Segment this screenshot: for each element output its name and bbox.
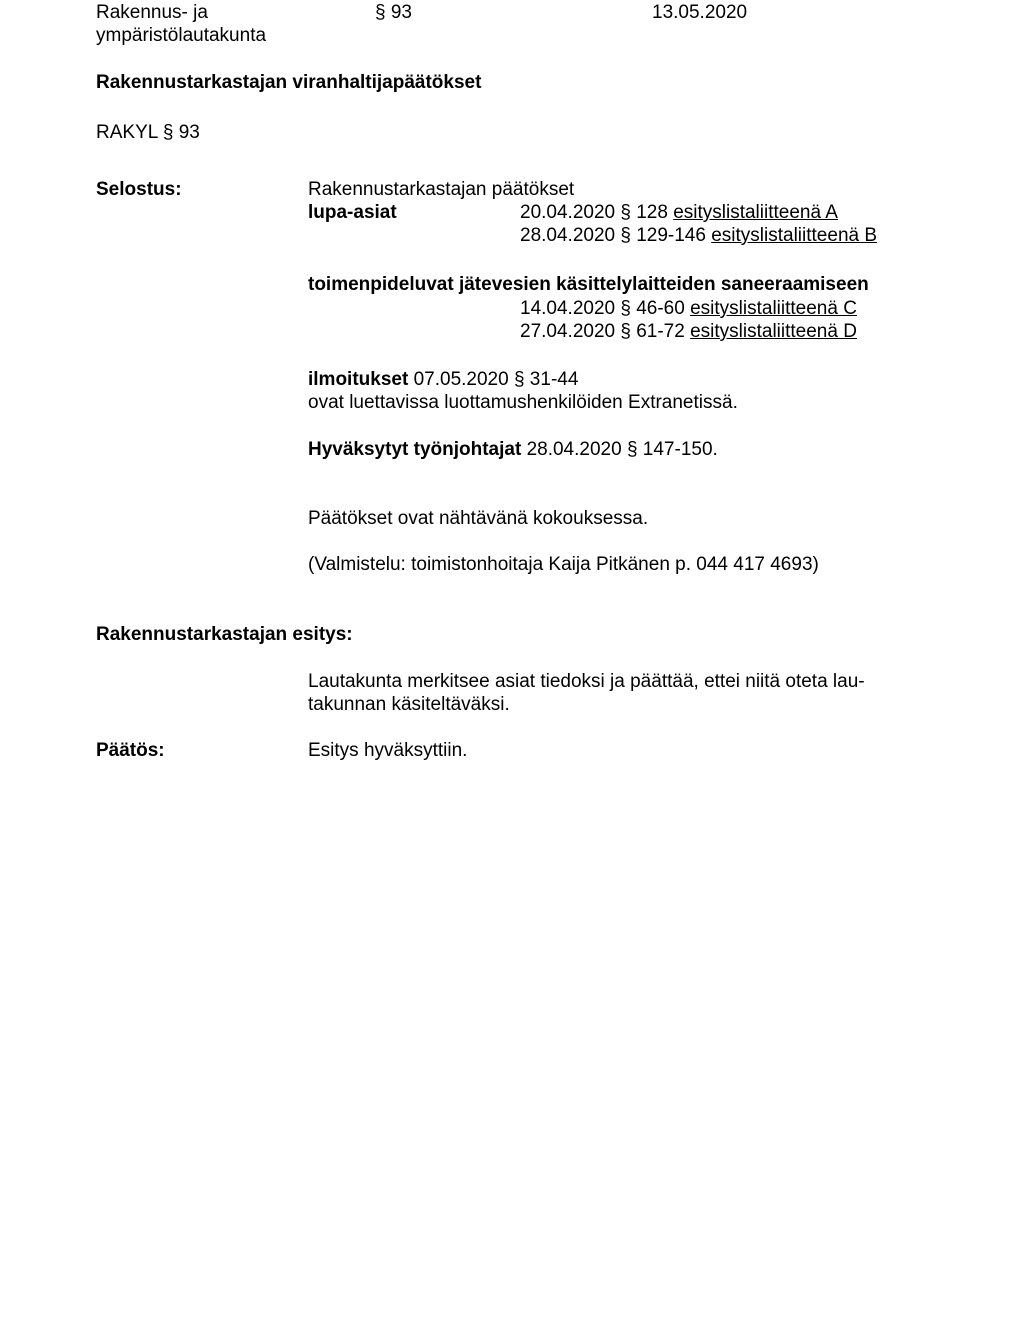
committee-name-line2: ympäristölautakunta: [96, 25, 267, 46]
lupa-asiat-label: lupa-asiat: [308, 202, 397, 223]
tyonjohtajat-label: Hyväksytyt työnjohtajat: [308, 439, 522, 460]
section-number: § 93: [375, 2, 412, 23]
paatos-label: Päätös:: [96, 740, 165, 761]
attachment-link-a[interactable]: esityslistaliitteenä A: [673, 202, 838, 223]
tyonjohtajat-text: 28.04.2020 § 147-150.: [521, 439, 718, 460]
toimenpide-row-2-text: 27.04.2020 § 61-72: [520, 321, 691, 342]
lupa-row-2-text: 28.04.2020 § 129-146: [520, 225, 712, 246]
toimenpide-label: toimenpideluvat jätevesien käsittelylaitteiden saneeraamiseen: [308, 274, 869, 295]
ilmoitukset-label: ilmoitukset: [308, 369, 409, 390]
esitys-line1: Lautakunta merkitsee asiat tiedoksi ja päättää, ettei niitä oteta lau-: [308, 671, 865, 692]
reference: RAKYL § 93: [96, 122, 200, 143]
lupa-row-2: [520, 224, 877, 247]
esitys-line2: takunnan käsiteltäväksi.: [308, 694, 510, 715]
ilmoitukset-line2: ovat luettavissa luottamushenkilöiden Extranetissä.: [308, 392, 738, 413]
toimenpide-row-2: [520, 320, 857, 343]
toimenpide-row-1-text: 14.04.2020 § 46-60: [520, 298, 691, 319]
esitys-label: Rakennustarkastajan esitys:: [96, 624, 353, 645]
toimenpide-row-1: [520, 297, 857, 320]
lupa-row-1: [520, 201, 838, 224]
page-title: Rakennustarkastajan viranhaltijapäätökset: [96, 72, 482, 93]
tyonjohtajat-line: [308, 438, 718, 461]
attachment-link-d[interactable]: esityslistaliitteenä D: [690, 321, 857, 342]
selostus-intro: Rakennustarkastajan päätökset: [308, 179, 575, 200]
attachment-link-b[interactable]: esityslistaliitteenä B: [711, 225, 878, 246]
meeting-date: 13.05.2020: [652, 2, 748, 23]
committee-name-line1: Rakennus- ja: [96, 2, 208, 23]
attachment-link-c[interactable]: esityslistaliitteenä C: [690, 298, 857, 319]
nahtavana-text: Päätökset ovat nähtävänä kokouksessa.: [308, 508, 649, 529]
valmistelu-text: (Valmistelu: toimistonhoitaja Kaija Pitkänen p. 044 417 4693): [308, 554, 819, 575]
ilmoitukset-line1: [308, 368, 578, 391]
lupa-row-1-text: 20.04.2020 § 128: [520, 202, 674, 223]
selostus-label: Selostus:: [96, 179, 182, 200]
ilmoitukset-text: 07.05.2020 § 31-44: [408, 369, 579, 390]
paatos-text: Esitys hyväksyttiin.: [308, 740, 468, 761]
